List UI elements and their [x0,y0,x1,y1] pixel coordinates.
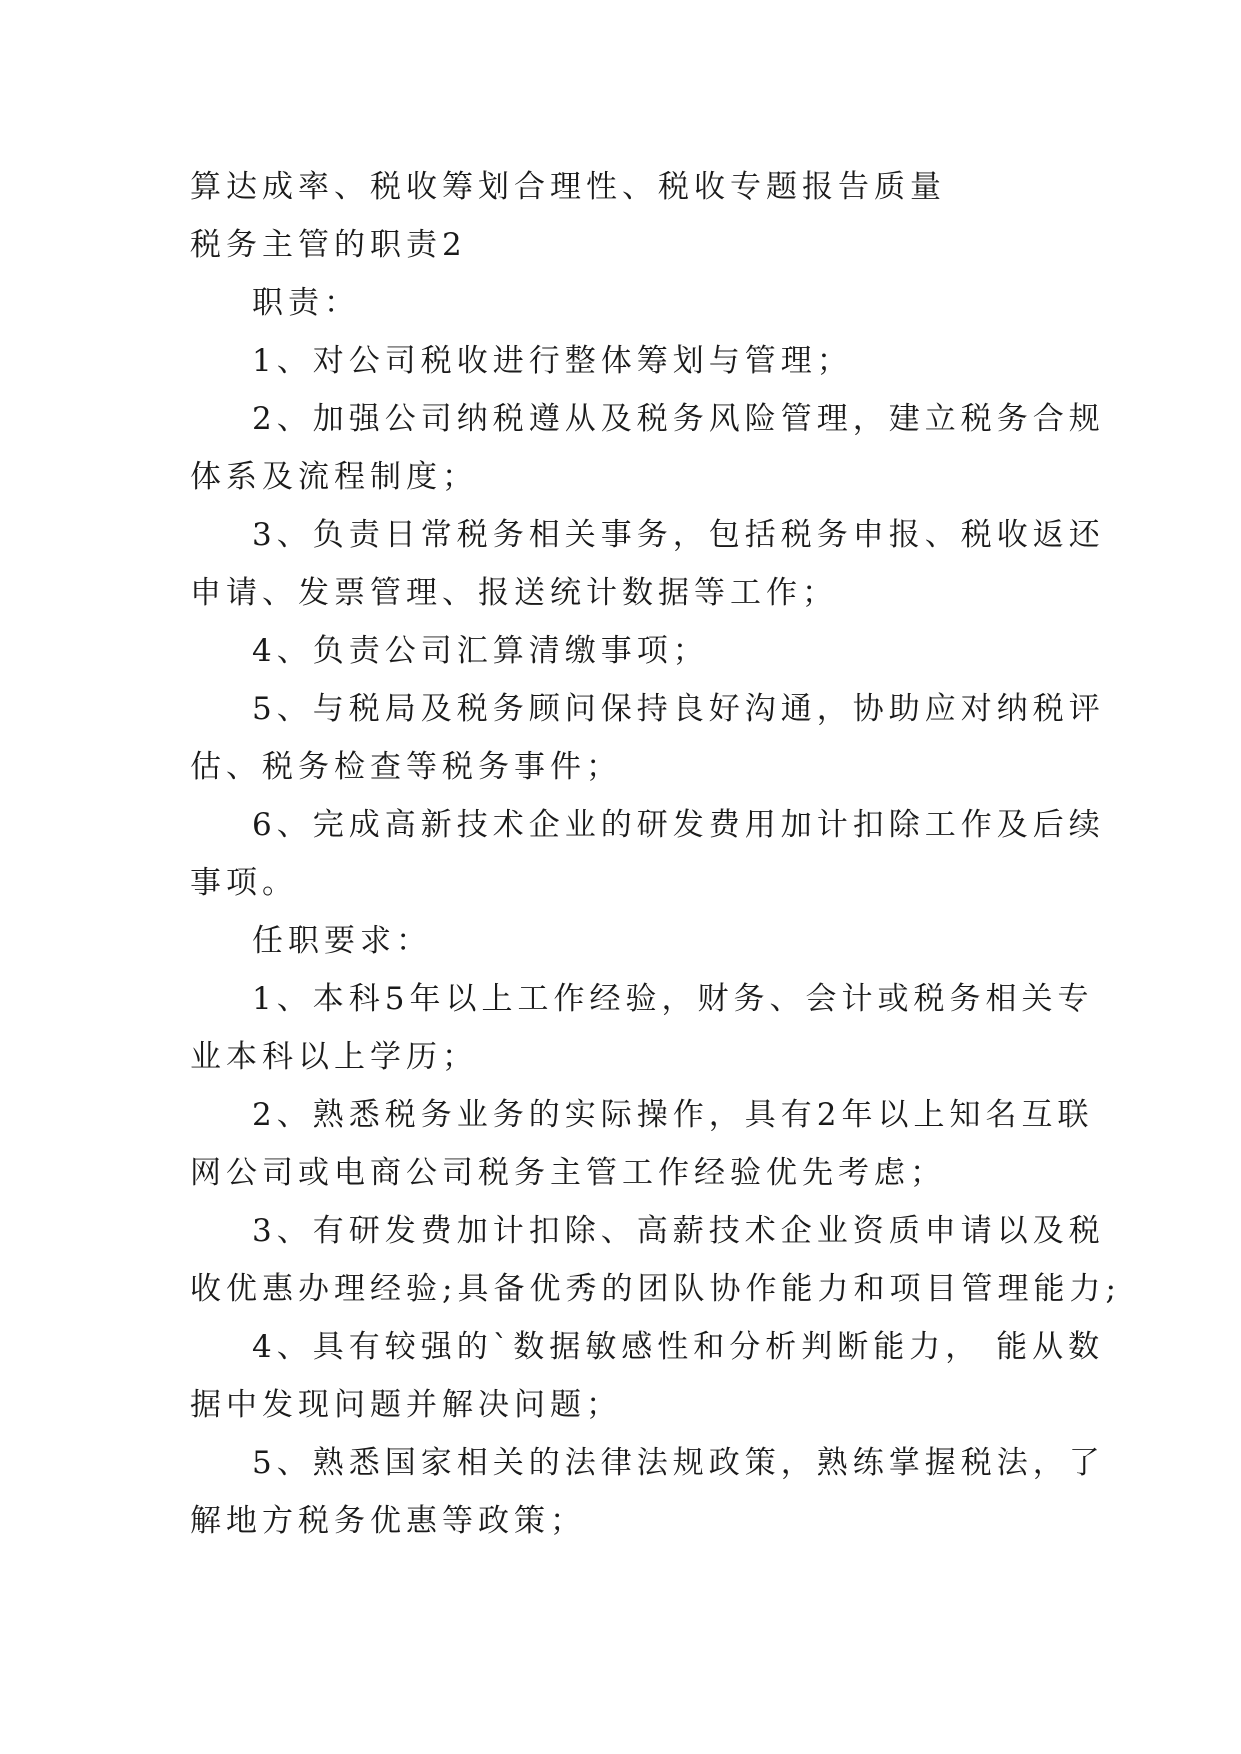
requirement-item-3-cont: 收优惠办理经验;具备优秀的团队协作能力和项目管理能力; [190,1271,1121,1307]
requirement-item-2-cont: 网公司或电商公司税务主管工作经验优先考虑； [190,1155,946,1191]
section-heading: 税务主管的职责2 [190,227,467,263]
responsibility-item-5: 5、与税局及税务顾问保持良好沟通，协助应对纳税评 [252,691,1105,727]
responsibility-item-5-cont: 估、税务检查等税务事件； [190,749,622,785]
requirements-heading: 任职要求： [252,923,432,959]
document-body [190,158,1121,1550]
responsibility-item-4: 4、负责公司汇算清缴事项； [252,633,709,669]
responsibilities-heading: 职责： [252,285,360,321]
requirement-item-3: 3、有研发费加计扣除、高薪技术企业资质申请以及税 [252,1213,1105,1249]
requirement-item-5: 5、熟悉国家相关的法律法规政策，熟练掌握税法，了 [252,1445,1105,1481]
responsibility-item-3-cont: 申请、发票管理、报送统计数据等工作； [190,575,838,611]
responsibility-item-1: 1、对公司税收进行整体筹划与管理； [252,343,853,379]
responsibility-item-2-cont: 体系及流程制度； [190,459,478,495]
responsibility-item-3: 3、负责日常税务相关事务，包括税务申报、税收返还 [252,517,1105,553]
responsibility-item-6-cont: 事项。 [190,865,298,901]
requirement-item-2: 2、熟悉税务业务的实际操作，具有2年以上知名互联 [252,1097,1094,1133]
text-line-1: 算达成率、税收筹划合理性、税收专题报告质量 [190,169,946,205]
responsibility-item-6: 6、完成高新技术企业的研发费用加计扣除工作及后续 [252,807,1105,843]
requirement-item-1-cont: 业本科以上学历； [190,1039,478,1075]
requirement-item-5-cont: 解地方税务优惠等政策； [190,1503,586,1539]
requirement-item-4: 4、具有较强的`数据敏感性和分析判断能力， 能从数 [252,1329,1105,1365]
responsibility-item-2: 2、加强公司纳税遵从及税务风险管理，建立税务合规 [252,401,1105,437]
requirement-item-1: 1、本科5年以上工作经验，财务、会计或税务相关专 [252,981,1094,1017]
requirement-item-4-cont: 据中发现问题并解决问题； [190,1387,622,1423]
